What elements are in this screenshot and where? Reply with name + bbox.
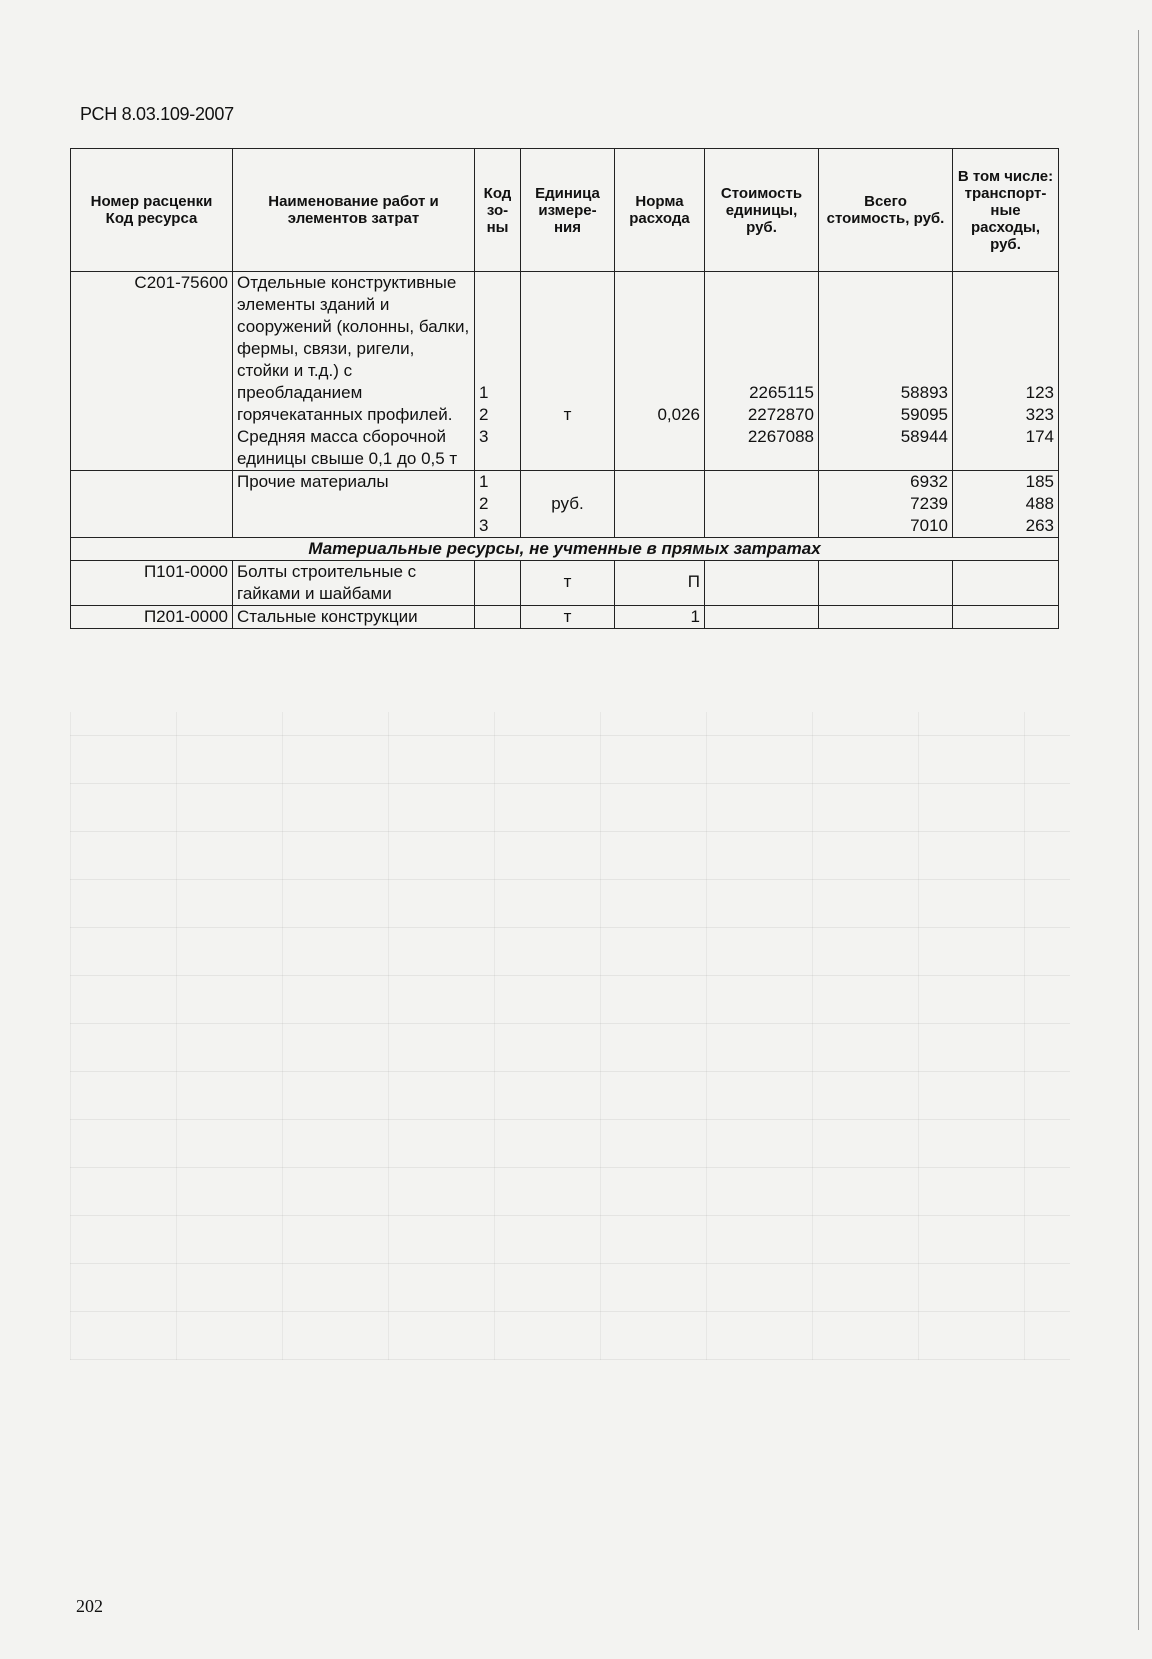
zone-code: 2 — [479, 494, 489, 513]
total-cost-list — [823, 382, 948, 448]
transport-cost-value: 263 — [1025, 516, 1054, 535]
transport-cost-list — [957, 382, 1054, 448]
zone-code: 3 — [479, 516, 489, 535]
rate-unit: т — [521, 272, 615, 471]
bleed-through-background — [70, 712, 1070, 1360]
other-materials-unit: руб. — [521, 471, 615, 538]
total-cost-list — [823, 471, 948, 537]
transport-cost-value: 323 — [1025, 405, 1054, 424]
resource-unit: т — [521, 606, 615, 629]
unit-cost-value: 2265115 — [749, 383, 814, 402]
table-row-main — [71, 272, 1059, 471]
total-cost-value: 6932 — [910, 472, 948, 491]
empty-cell — [819, 606, 953, 629]
table-row-other-materials — [71, 471, 1059, 538]
resource-code: П201-0000 — [71, 606, 233, 629]
resource-name: Болты строительные с гайками и шайбами — [233, 561, 475, 606]
resource-norm: 1 — [615, 606, 705, 629]
resource-unit: т — [521, 561, 615, 606]
col-header-unit-cost: Стоимость единицы, руб. — [705, 149, 819, 272]
transport-cost-value: 123 — [1025, 383, 1054, 402]
total-cost-value: 7239 — [910, 494, 948, 513]
total-cost-value: 58944 — [900, 427, 948, 446]
table-header-row — [71, 149, 1059, 272]
zone-list — [479, 382, 516, 448]
rates-table — [70, 148, 1059, 629]
rate-code: С201-75600 — [71, 272, 233, 471]
other-materials-name: Прочие материалы — [233, 471, 475, 538]
zone-code: 1 — [479, 472, 489, 491]
rate-norm: 0,026 — [615, 272, 705, 471]
section-title: Материальные ресурсы, не учтенные в прямых затратах — [71, 538, 1059, 561]
zone-code: 3 — [479, 427, 489, 446]
unit-cost-value: 2272870 — [747, 405, 814, 424]
col-header-total: Всего стоимость, руб. — [819, 149, 953, 272]
zone-list — [479, 471, 516, 537]
empty-cell — [953, 606, 1059, 629]
empty-cell — [615, 471, 705, 538]
empty-cell — [475, 606, 521, 629]
page-edge-line — [1138, 30, 1139, 1630]
total-cost-value: 59095 — [900, 405, 948, 424]
empty-cell — [475, 561, 521, 606]
empty-cell — [71, 471, 233, 538]
empty-cell — [705, 606, 819, 629]
zone-code: 1 — [479, 383, 489, 402]
transport-cost-value: 488 — [1025, 494, 1054, 513]
document-code-header: РСН 8.03.109-2007 — [80, 104, 234, 124]
col-header-norm: Норма расхода — [615, 149, 705, 272]
col-header-transport: В том числе: транспорт-ные расходы, руб. — [953, 149, 1059, 272]
transport-cost-list — [957, 471, 1054, 537]
col-header-name: Наименование работ и элементов затрат — [233, 149, 475, 272]
section-row — [71, 538, 1059, 561]
table-row-resource — [71, 561, 1059, 606]
rate-name: Отдельные конструктивные элементы зданий и сооружений (колонны, балки, фермы, связи, ригели, стойки и т.д.) с преобладанием горячекатанных профилей. Средняя масса сборочной единицы свыше 0,1 до 0,5 т — [233, 272, 475, 471]
empty-cell — [705, 471, 819, 538]
resource-norm: П — [615, 561, 705, 606]
transport-cost-value: 185 — [1025, 472, 1054, 491]
col-header-code: Номер расценки Код ресурса — [71, 149, 233, 272]
table-row-resource — [71, 606, 1059, 629]
total-cost-value: 58893 — [900, 383, 948, 402]
total-cost-value: 7010 — [910, 516, 948, 535]
resource-name: Стальные конструкции — [233, 606, 475, 629]
unit-cost-list — [709, 382, 814, 448]
col-header-zone: Код зо-ны — [475, 149, 521, 272]
empty-cell — [953, 561, 1059, 606]
resource-code: П101-0000 — [71, 561, 233, 606]
empty-cell — [705, 561, 819, 606]
col-header-unit: Единица измере-ния — [521, 149, 615, 272]
empty-cell — [819, 561, 953, 606]
page-number: 202 — [76, 1596, 103, 1616]
unit-cost-value: 2267088 — [747, 427, 814, 446]
transport-cost-value: 174 — [1025, 427, 1054, 446]
zone-code: 2 — [479, 405, 489, 424]
